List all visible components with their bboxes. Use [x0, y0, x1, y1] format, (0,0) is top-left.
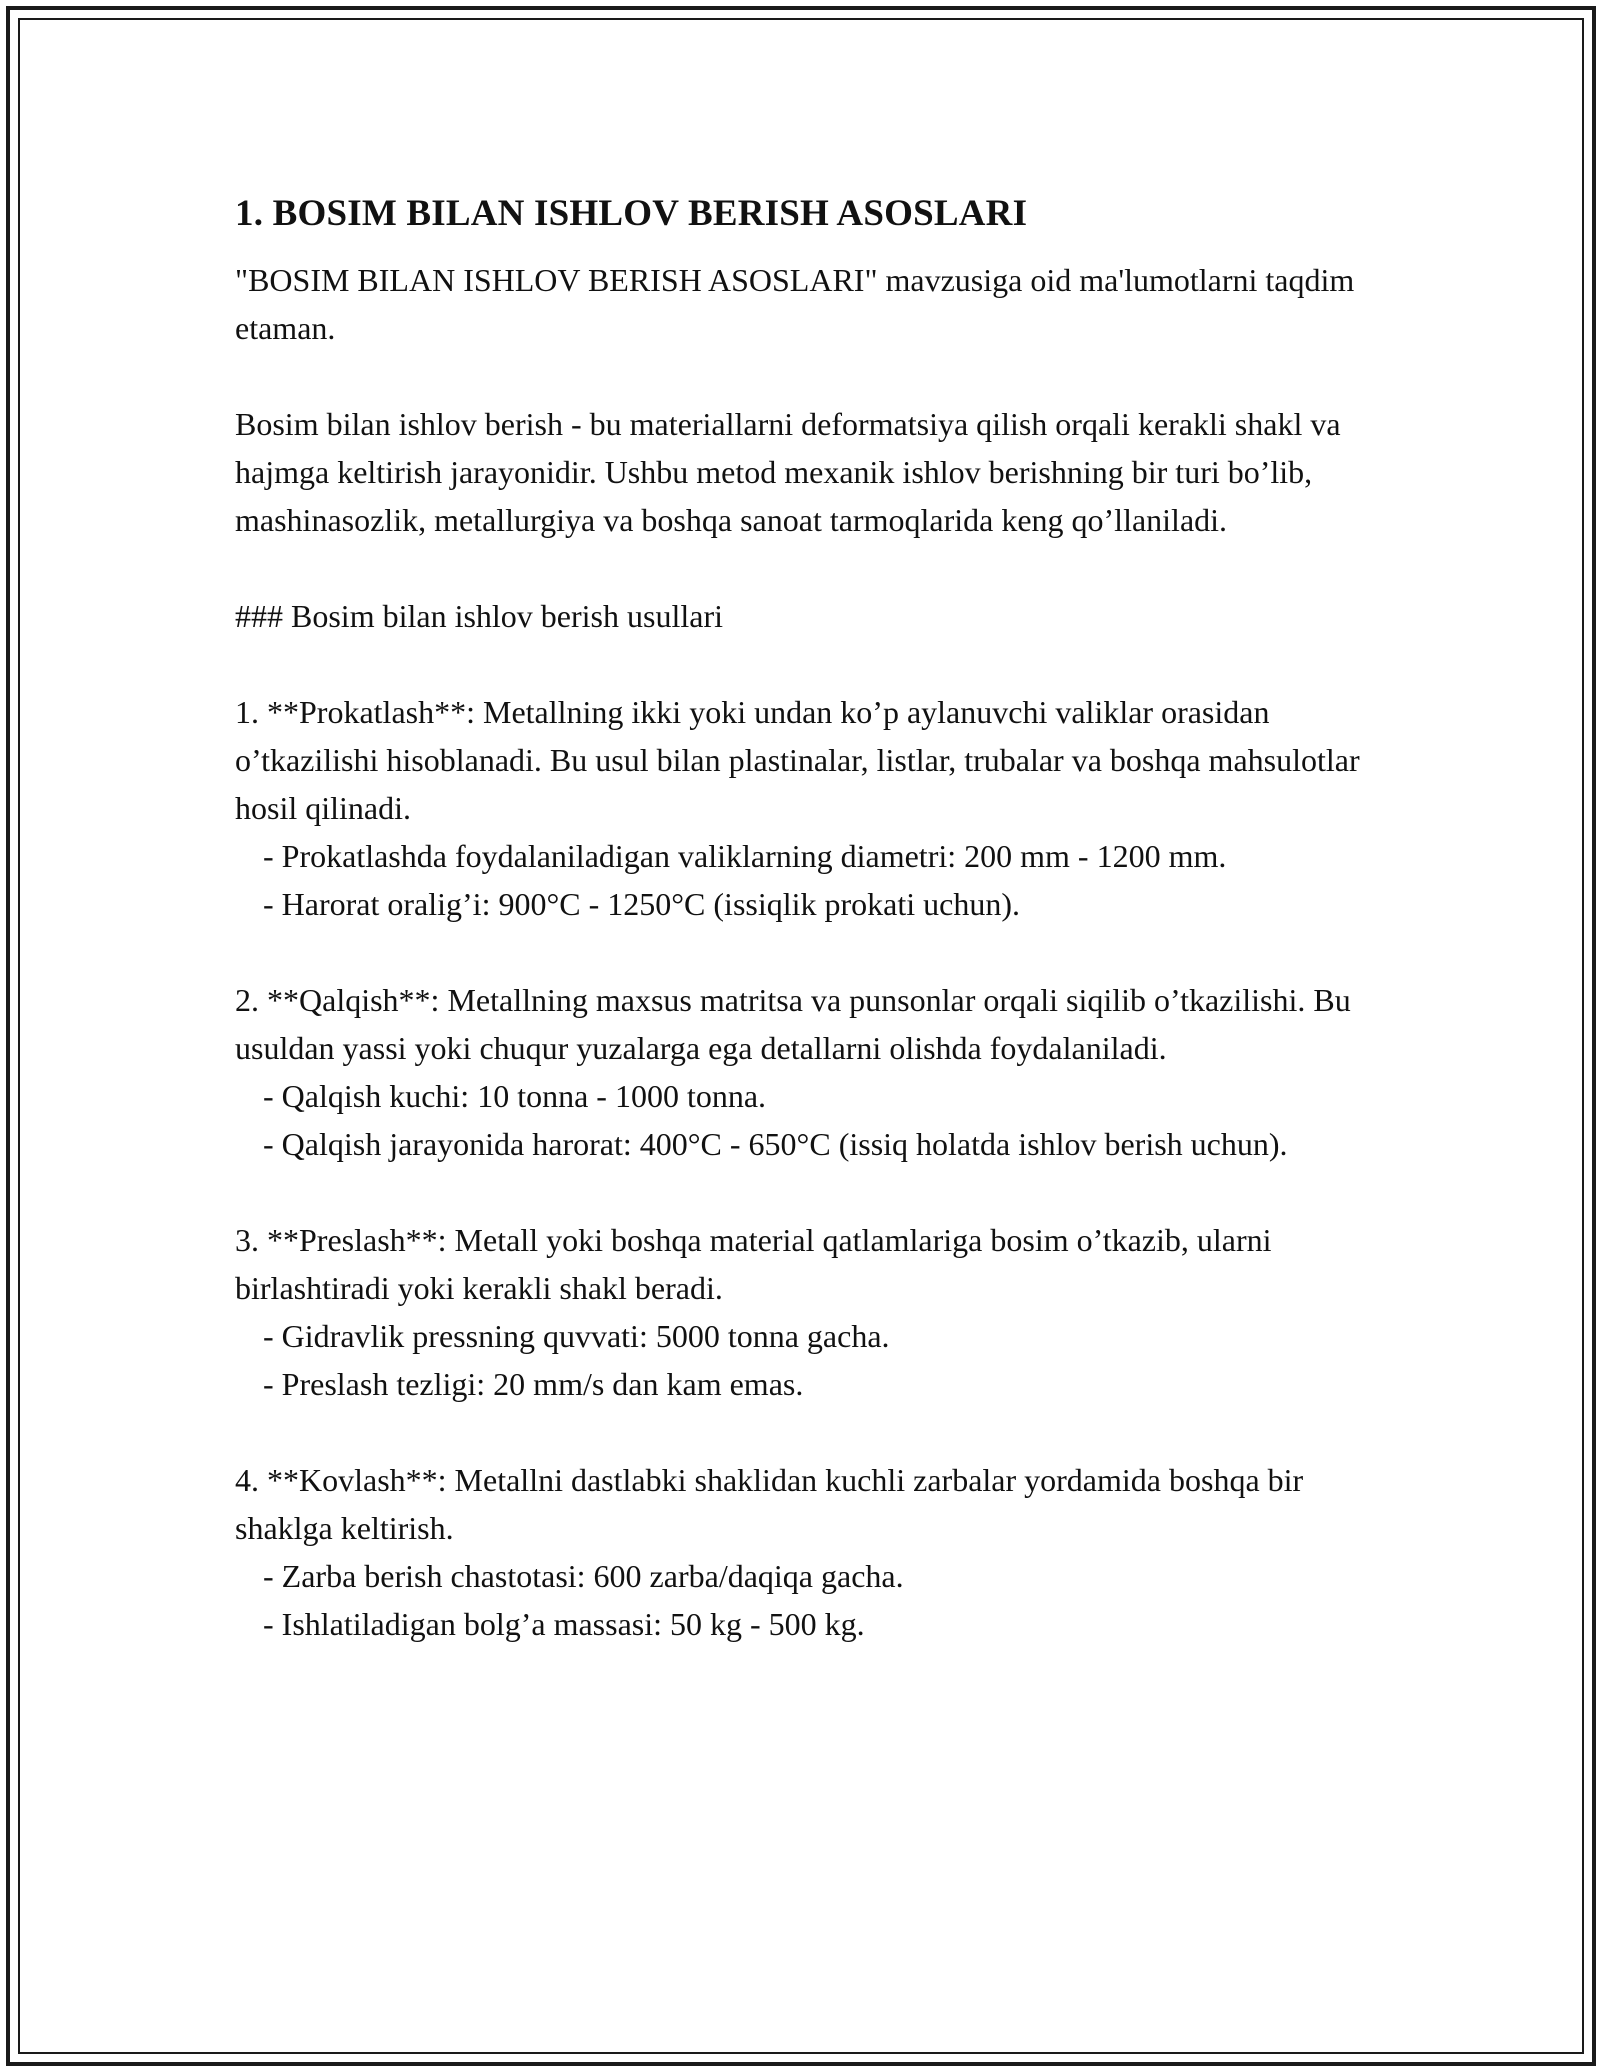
- intro-paragraph: "BOSIM BILAN ISHLOV BERISH ASOSLARI" mavzusiga oid ma'lumotlarni taqdim etaman.: [235, 262, 1355, 346]
- definition-paragraph: Bosim bilan ishlov berish - bu materiallarni deformatsiya qilish orqali kerakli shakl va hajmga keltirish jarayonidir. Ushbu metod mexanik ishlov berishning bir turi bo’lib, mashinasozlik, metallurgiya va boshqa sanoat tarmoqlarida keng qo’llaniladi.: [235, 406, 1341, 538]
- method-block-1: [235, 688, 1375, 928]
- section-heading: ### Bosim bilan ishlov berish usullari: [235, 598, 723, 634]
- method-block-2: [235, 976, 1375, 1168]
- method-paragraph: 1. **Prokatlash**: Metallning ikki yoki undan ko’p aylanuvchi valiklar orasidan o’tkazilishi hisoblanadi. Bu usul bilan plastinalar, listlar, trubalar va boshqa mahsulotlar hosil qilinadi.: [235, 694, 1360, 826]
- method-bullet: - Qalqish jarayonida harorat: 400°C - 650°C (issiq holatda ishlov berish uchun).: [263, 1126, 1288, 1162]
- method-bullet: - Zarba berish chastotasi: 600 zarba/daqiqa gacha.: [263, 1558, 904, 1594]
- method-bullet: - Preslash tezligi: 20 mm/s dan kam emas.: [263, 1366, 804, 1402]
- method-bullet: - Gidravlik pressning quvvati: 5000 tonna gacha.: [263, 1318, 890, 1354]
- method-paragraph: 3. **Preslash**: Metall yoki boshqa material qatlamlariga bosim o’tkazib, ularni birlashtiradi yoki kerakli shakl beradi.: [235, 1222, 1272, 1306]
- document-title: 1. BOSIM BILAN ISHLOV BERISH ASOSLARI: [235, 193, 1028, 234]
- method-bullet: - Ishlatiladigan bolg’a massasi: 50 kg - 500 kg.: [263, 1606, 865, 1642]
- method-bullet: - Qalqish kuchi: 10 tonna - 1000 tonna.: [263, 1078, 767, 1114]
- method-block-4: [235, 1456, 1375, 1648]
- method-bullet: - Harorat oralig’i: 900°C - 1250°C (issiqlik prokati uchun).: [263, 886, 1021, 922]
- method-paragraph: 4. **Kovlash**: Metallni dastlabki shaklidan kuchli zarbalar yordamida boshqa bir shaklga keltirish.: [235, 1462, 1304, 1546]
- method-paragraph: 2. **Qalqish**: Metallning maxsus matritsa va punsonlar orqali siqilib o’tkazilishi. Bu usuldan yassi yoki chuqur yuzalarga ega detallarni olishda foydalaniladi.: [235, 982, 1351, 1066]
- method-bullet: - Prokatlashda foydalaniladigan valiklarning diametri: 200 mm - 1200 mm.: [263, 838, 1227, 874]
- method-block-3: [235, 1216, 1375, 1408]
- document-body: [235, 190, 1375, 1648]
